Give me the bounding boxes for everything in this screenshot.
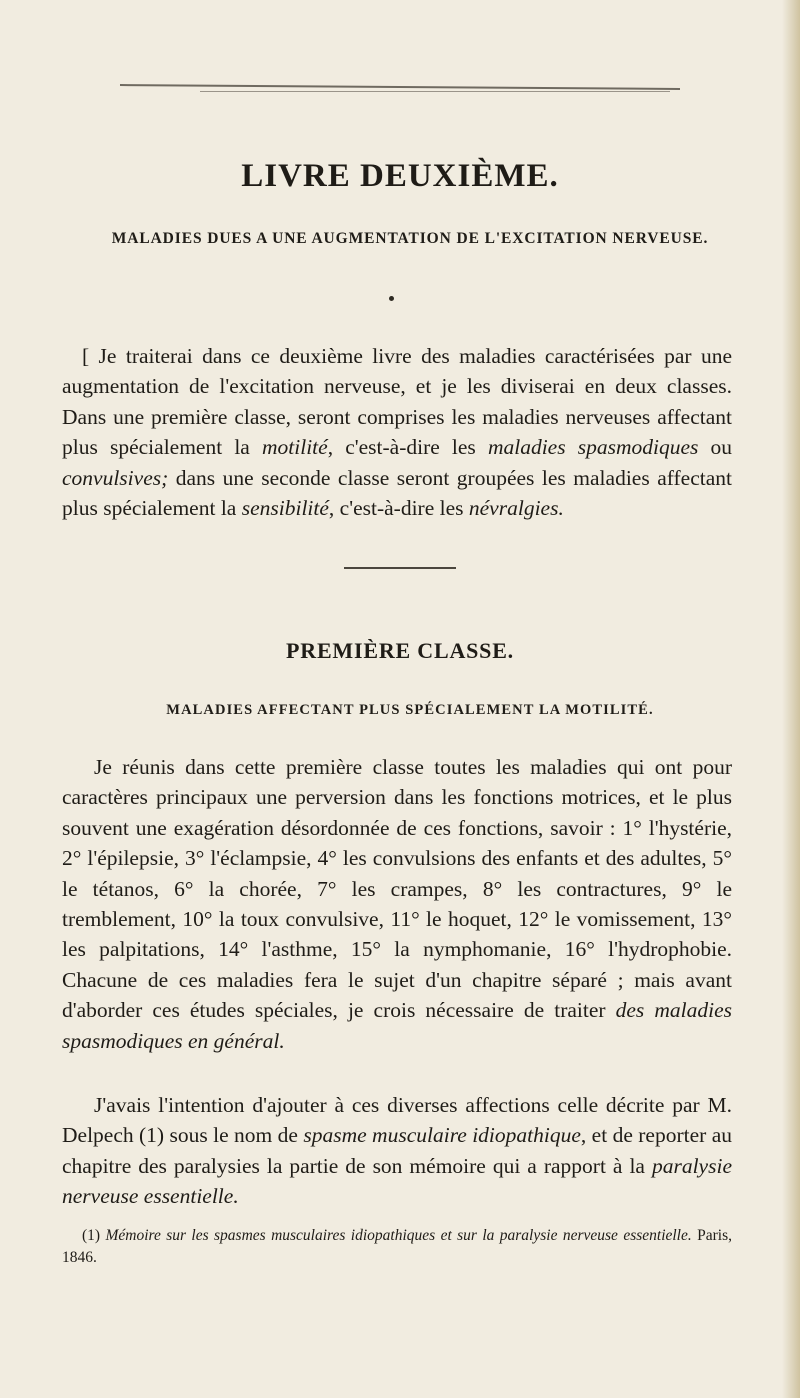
intro-text-5: , c'est-à-dire les (328, 496, 469, 521)
section-subtitle: MALADIES AFFECTANT PLUS SPÉCIALEMENT LA MOTILITÉ. (166, 702, 654, 718)
intro-text-4: dans une seconde classe seront groupées les maladies affectant plus spécialement la (62, 465, 732, 521)
body2-italic-paralysie: paralysie nerveuse essentielle. (62, 1153, 732, 1209)
intro-text-1: [ Je traiterai dans ce deuxième livre des maladies caractérisées par une augmentation de l'excitation nerveuse, et je les diviserai en deux classes. Dans une première classe, seront comprises les maladies nerveuses affectant plus spécialement la (62, 344, 732, 460)
top-rule-secondary (200, 91, 670, 92)
body-paragraph-2 (62, 1090, 732, 1212)
body2-italic-spasme: spasme musculaire idiopathique (303, 1123, 581, 1148)
intro-italic-sensibilite: sensibilité (241, 496, 329, 521)
body-paragraph-1 (62, 752, 732, 1056)
footnote-title: Mémoire sur les spasmes musculaires idiopathiques et sur la paralysie nerveuse essentielle. (105, 1227, 692, 1244)
footnote (62, 1225, 732, 1269)
top-rule (120, 84, 680, 90)
body1-italic: des maladies spasmodiques en général. (62, 998, 732, 1053)
intro-italic-spasmodiques: maladies spasmodiques (487, 435, 699, 460)
intro-italic-nevralgies: névralgies. (468, 496, 564, 521)
book-title: LIVRE DEUXIÈME. (241, 158, 559, 194)
ornament-dot (389, 296, 394, 301)
intro-paragraph (62, 341, 732, 523)
body2-text-2: , et de reporter au chapitre des paralysies la partie de son mémoire qui a rapport à la (62, 1123, 732, 1178)
body1-text: Je réunis dans cette première classe toutes les maladies qui ont pour caractères principaux une perversion dans les fonctions motrices, et le plus souvent une exagération désordonnée de ces fonctions, savoir : 1° l'hystérie, 2° l'épilepsie, 3° l'éclampsie, 4° les convulsions des enfants et des adultes, 5° le tétanos, 6° la chorée, 7° les crampes, 8° les contractures, 9° le tremblement, 10° la toux convulsive, 11° le hoquet, 12° le vomissement, 13° les palpitations, 14° l'asthme, 15° la nymphomanie, 16° l'hydrophobie. Chacune de ces maladies fera le sujet d'un chapitre séparé ; mais avant d'aborder ces études spéciales, je crois nécessaire de traiter (62, 755, 732, 1023)
body2-text-1: J'avais l'intention d'ajouter à ces diverses affections celle décrite par M. Delpech (1) sous le nom de (62, 1093, 732, 1148)
section-title: PREMIÈRE CLASSE. (286, 638, 514, 663)
intro-italic-motilite: motilité (262, 435, 328, 460)
page-edge-shadow (782, 0, 800, 1398)
book-subtitle: MALADIES DUES A UNE AUGMENTATION DE L'EXCITATION NERVEUSE. (111, 230, 709, 247)
intro-text-3: ou (698, 435, 732, 460)
footnote-imprint: Paris, 1846. (62, 1227, 733, 1266)
intro-text-2: , c'est-à-dire les (327, 435, 488, 460)
footnote-number: (1) (82, 1227, 106, 1244)
intro-italic-convulsives: convulsives; (62, 465, 169, 490)
section-divider (344, 567, 456, 569)
